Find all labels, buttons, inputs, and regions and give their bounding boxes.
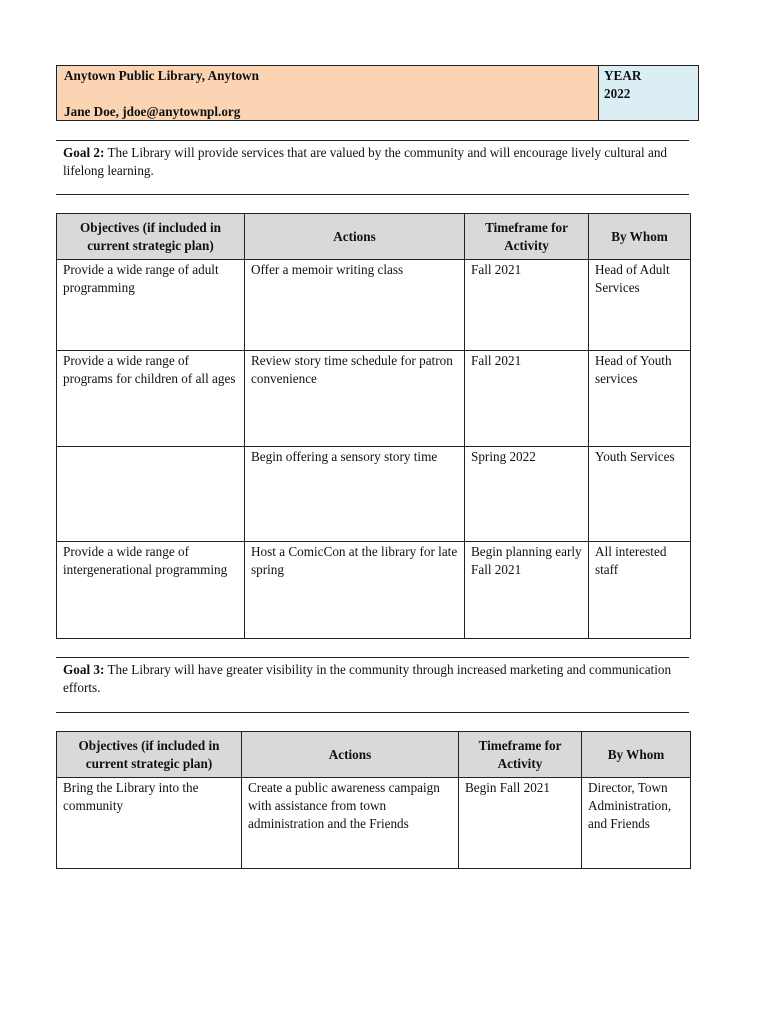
goal-2-action-table — [56, 213, 691, 639]
table-cell: Begin offering a sensory story time — [245, 447, 465, 542]
table-cell: Review story time schedule for patron convenience — [245, 351, 465, 447]
column-header: Actions — [245, 214, 465, 260]
table-row — [57, 351, 691, 447]
table-cell: Begin planning early Fall 2021 — [465, 542, 589, 639]
goal-3-label: Goal 3: — [63, 662, 105, 677]
table-cell: Youth Services — [589, 447, 691, 542]
column-header: Actions — [242, 732, 459, 778]
goal-2-text: The Library will provide services that are valued by the community and will encourage lively cultural and lifelong learning. — [63, 145, 668, 178]
column-header: Timeframe for Activity — [465, 214, 589, 260]
table-cell: Begin Fall 2021 — [459, 778, 582, 869]
goal-2-label: Goal 2: — [63, 145, 105, 160]
contact-info: Jane Doe, jdoe@anytownpl.org — [64, 104, 241, 119]
column-header: By Whom — [582, 732, 691, 778]
goal-3-action-table — [56, 731, 691, 869]
goal-2-statement — [56, 140, 689, 195]
report-header — [56, 65, 699, 121]
table-cell: All interested staff — [589, 542, 691, 639]
table-cell: Fall 2021 — [465, 260, 589, 351]
table-row — [57, 542, 691, 639]
table-header-row — [57, 732, 691, 778]
year-value: 2022 — [604, 86, 631, 101]
library-name: Anytown Public Library, Anytown — [64, 68, 259, 83]
year-label: YEAR — [604, 68, 642, 83]
table-cell: Director, Town Administration, and Friends — [582, 778, 691, 869]
year-cell — [599, 66, 698, 120]
column-header: Timeframe for Activity — [459, 732, 582, 778]
table-cell: Fall 2021 — [465, 351, 589, 447]
column-header: By Whom — [589, 214, 691, 260]
table-cell: Offer a memoir writing class — [245, 260, 465, 351]
table-cell: Provide a wide range of programs for children of all ages — [57, 351, 245, 447]
table-cell: Head of Adult Services — [589, 260, 691, 351]
table-cell: Create a public awareness campaign with assistance from town administration and the Friends — [242, 778, 459, 869]
table-cell: Provide a wide range of adult programming — [57, 260, 245, 351]
table-cell: Host a ComicCon at the library for late spring — [245, 542, 465, 639]
table-cell: Provide a wide range of intergenerational programming — [57, 542, 245, 639]
table-cell: Bring the Library into the community — [57, 778, 242, 869]
table-row — [57, 778, 691, 869]
table-header-row — [57, 214, 691, 260]
column-header: Objectives (if included in current strategic plan) — [57, 214, 245, 260]
goal-3-text: The Library will have greater visibility in the community through increased marketing and communication efforts. — [63, 662, 672, 695]
library-info-cell — [57, 66, 599, 120]
table-row — [57, 260, 691, 351]
table-cell: Spring 2022 — [465, 447, 589, 542]
table-cell: Head of Youth services — [589, 351, 691, 447]
table-row — [57, 447, 691, 542]
column-header: Objectives (if included in current strategic plan) — [57, 732, 242, 778]
table-cell — [57, 447, 245, 542]
goal-3-statement — [56, 657, 689, 713]
